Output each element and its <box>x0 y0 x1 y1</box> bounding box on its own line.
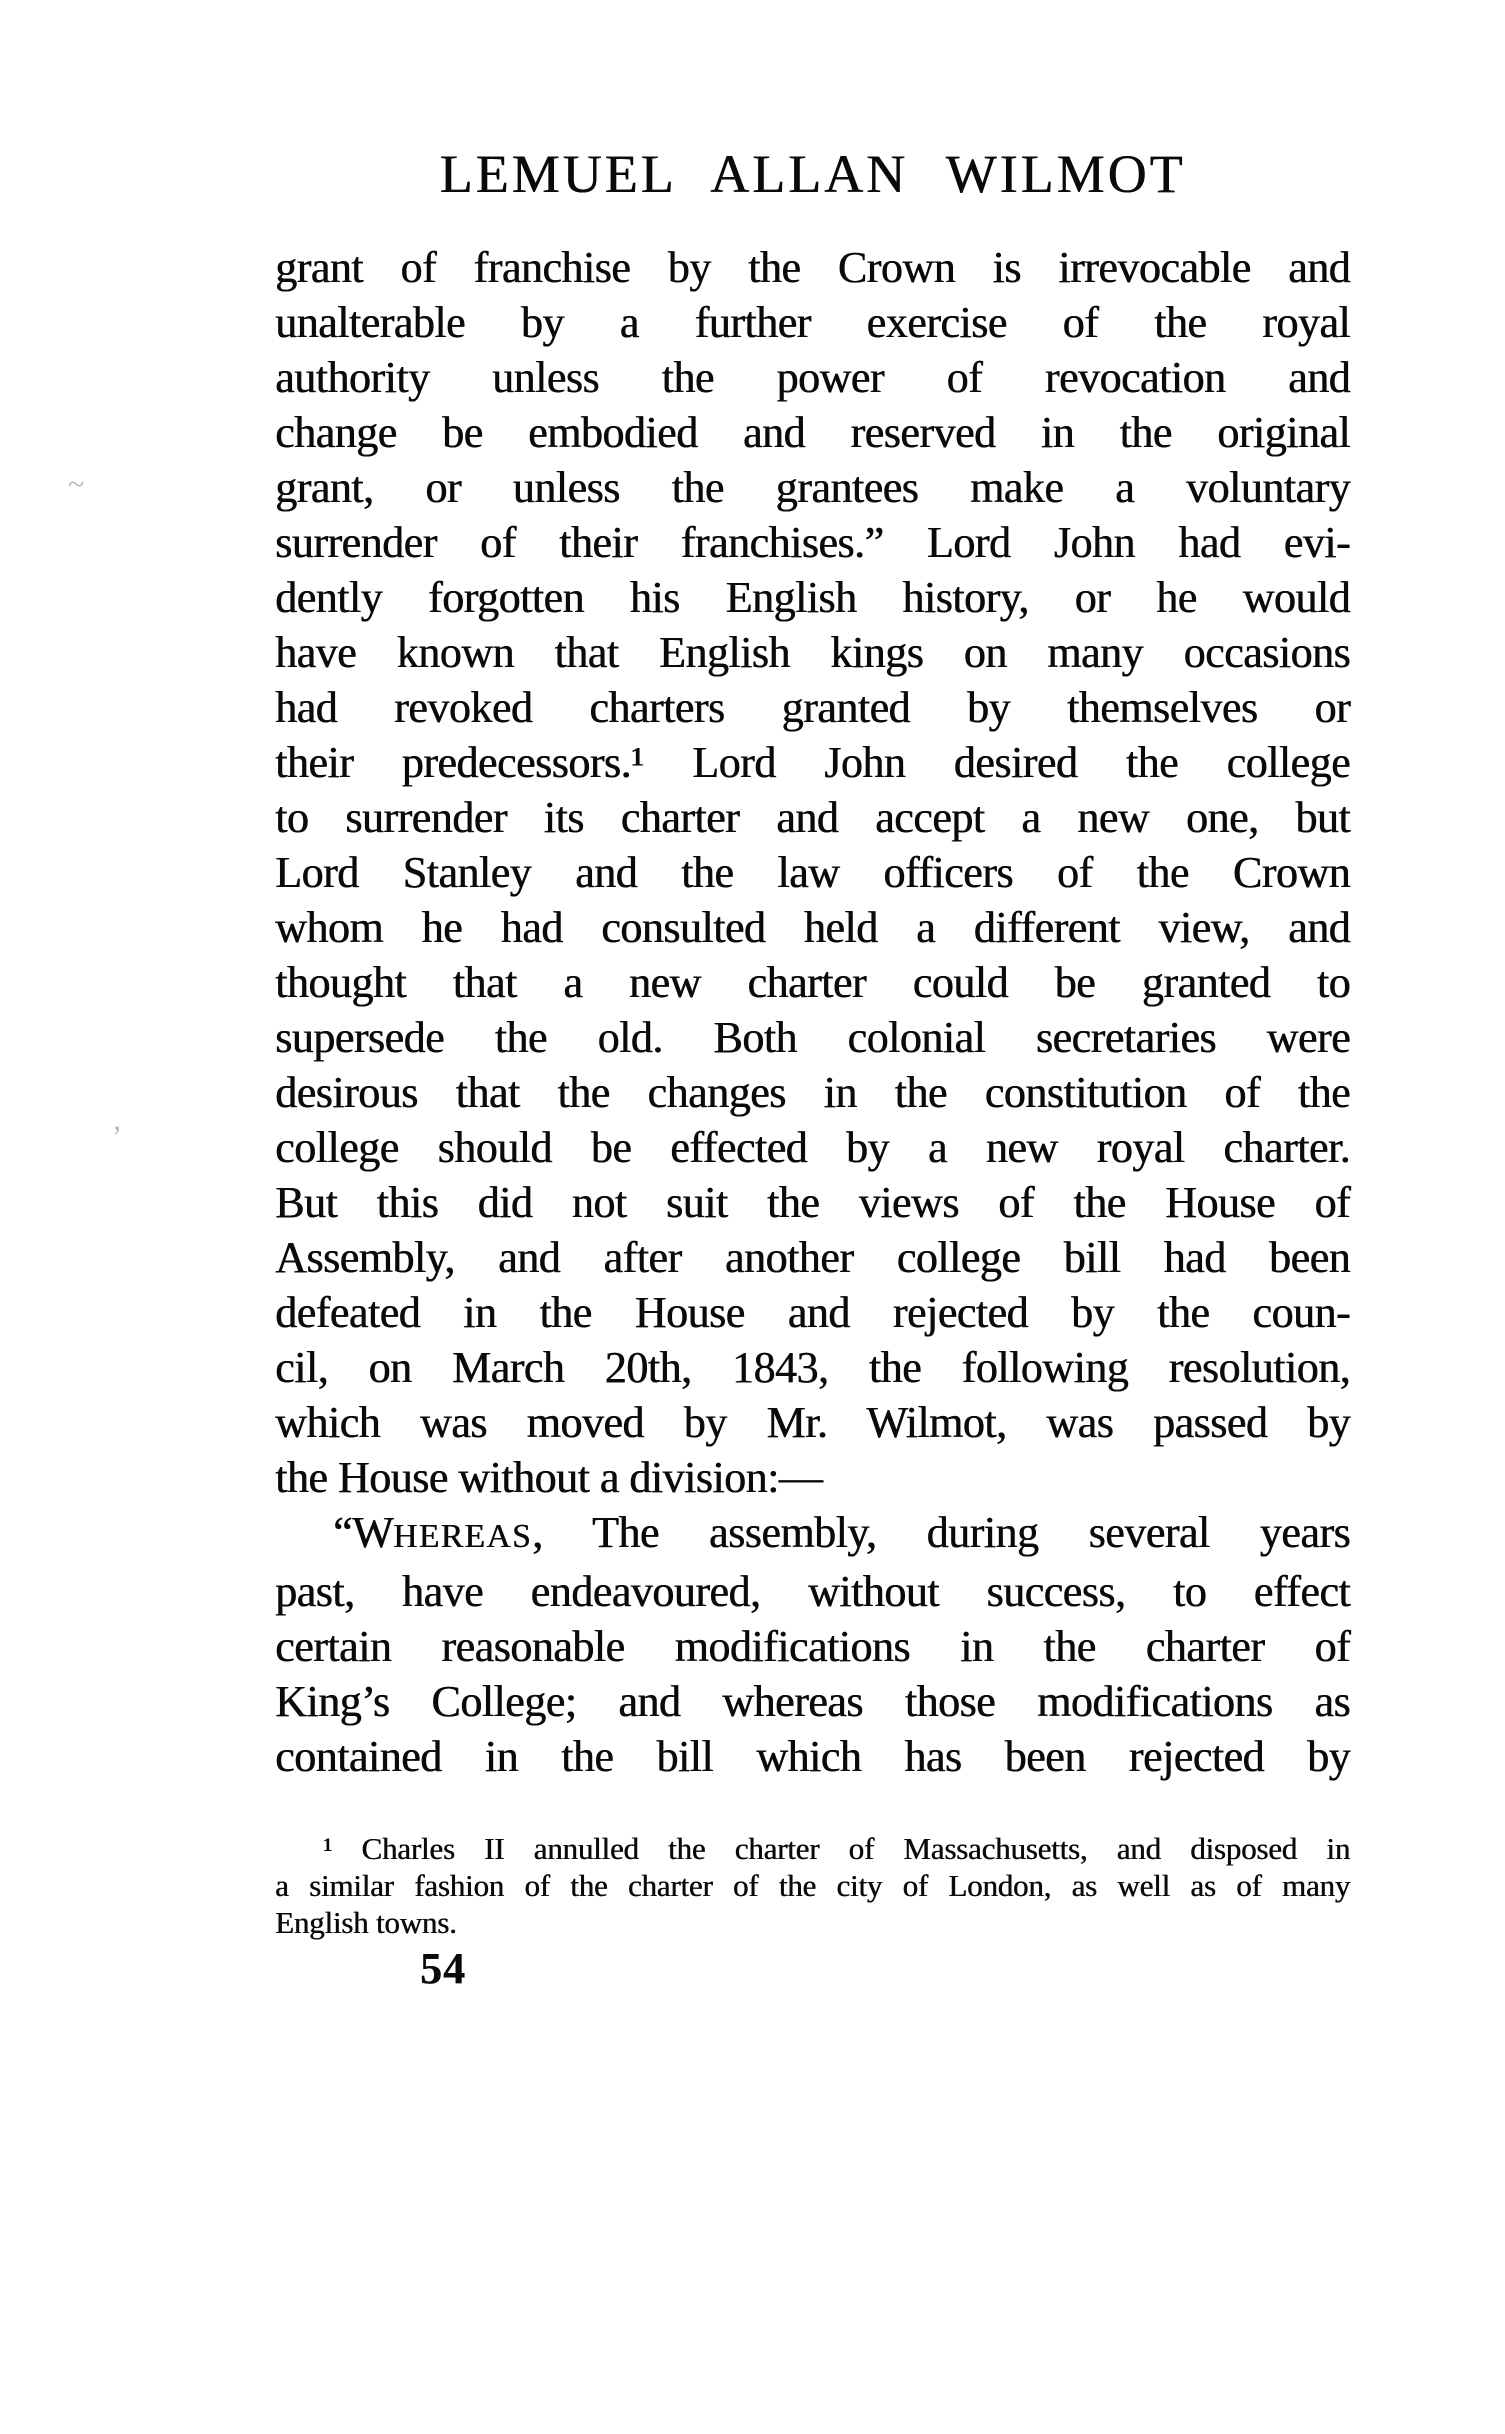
text-line: grant, or unless the grantees make a voluntary <box>275 463 1350 512</box>
text-line: the House without a division:— <box>275 1453 823 1502</box>
page-title: LEMUEL ALLAN WILMOT <box>439 144 1186 204</box>
text-line: certain reasonable modifications in the charter of <box>275 1622 1350 1671</box>
text-line: which was moved by Mr. Wilmot, was passed by <box>275 1398 1350 1447</box>
first-line-rest: , The assembly, during several years <box>532 1508 1350 1557</box>
text-line: Lord Stanley and the law officers of the Crown <box>275 848 1350 897</box>
text-line: King’s College; and whereas those modifications as <box>275 1677 1350 1726</box>
text-line: dently forgotten his English history, or he would <box>275 573 1350 622</box>
text-line: change be embodied and reserved in the original <box>275 408 1350 457</box>
text-line: surrender of their franchises.” Lord John had evi- <box>275 518 1350 567</box>
body-text <box>275 240 1350 1784</box>
text-line: their predecessors.¹ Lord John desired the college <box>275 738 1350 787</box>
scan-artifact: ~ <box>68 468 85 501</box>
paragraph-2 <box>275 1505 1350 1784</box>
footnote <box>275 1830 1350 1941</box>
text-line: have known that English kings on many occasions <box>275 628 1350 677</box>
text-line: grant of franchise by the Crown is irrevocable and <box>275 243 1350 292</box>
text-line: had revoked charters granted by themselves or <box>275 683 1350 732</box>
text-line: college should be effected by a new royal charter. <box>275 1123 1350 1172</box>
text-line: a similar fashion of the charter of the city of London, as well as of many <box>275 1868 1350 1903</box>
text-line: whom he had consulted held a different view, and <box>275 903 1350 952</box>
text-line: English towns. <box>275 1905 457 1940</box>
text-line: to surrender its charter and accept a new one, but <box>275 793 1350 842</box>
text-line: Assembly, and after another college bill had been <box>275 1233 1350 1282</box>
text-line: But this did not suit the views of the House of <box>275 1178 1350 1227</box>
text-line: contained in the bill which has been rejected by <box>275 1732 1350 1781</box>
text-line: desirous that the changes in the constitution of the <box>275 1068 1350 1117</box>
text-line: authority unless the power of revocation and <box>275 353 1350 402</box>
text-line: cil, on March 20th, 1843, the following resolution, <box>275 1343 1350 1392</box>
text-line: supersede the old. Both colonial secretaries were <box>275 1013 1350 1062</box>
page-number: 54 <box>420 1944 466 1993</box>
opening-quote-and-initial: “W <box>333 1508 394 1557</box>
text-line: past, have endeavoured, without success, to effect <box>275 1567 1350 1616</box>
text-line: thought that a new charter could be granted to <box>275 958 1350 1007</box>
paragraph-1 <box>275 240 1350 1505</box>
text-line <box>275 1505 1350 1564</box>
text-line: ¹ Charles II annulled the charter of Massachusetts, and disposed in <box>323 1831 1350 1866</box>
text-line: unalterable by a further exercise of the royal <box>275 298 1350 347</box>
scan-artifact: ’ <box>112 1120 122 1153</box>
small-caps-word: HEREAS <box>393 1518 533 1555</box>
text-line: defeated in the House and rejected by the coun- <box>275 1288 1350 1337</box>
